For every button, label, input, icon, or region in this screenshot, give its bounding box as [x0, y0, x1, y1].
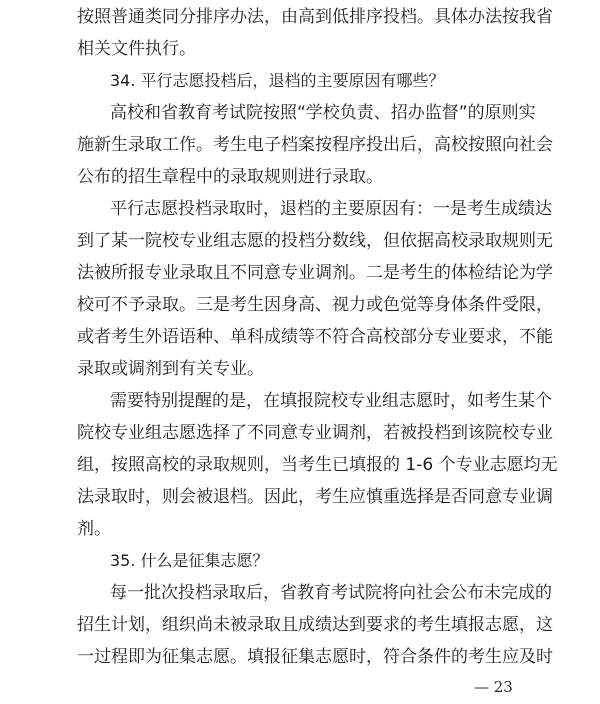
paragraph-line: 校可不予录取。三是考生因身高、视力或色觉等身体条件受限， [77, 295, 553, 315]
paragraph-line: 每一批次投档录取后，省教育考试院将向社会公布未完成的 [110, 583, 552, 603]
question-heading: 35. 什么是征集志愿？ [110, 551, 269, 570]
paragraph-line: 法被所报专业录取且不同意专业调剂。二是考生的体检结论为学 [77, 263, 553, 283]
paragraph-line: 或者考生外语语种、单科成绩等不符合高校部分专业要求，不能 [77, 327, 553, 347]
paragraph-line: 一过程即为征集志愿。填报征集志愿时，符合条件的考生应及时 [77, 647, 553, 667]
page-number: — 23 [474, 678, 513, 696]
paragraph-line: 录取或调剂到有关专业。 [77, 359, 264, 379]
paragraph-line: 剂。 [77, 519, 111, 539]
paragraph-line: 组，按照高校的录取规则，当考生已填报的 1-6 个专业志愿均无 [77, 455, 558, 475]
paragraph-line: 法录取时，则会被退档。因此，考生应慎重选择是否同意专业调 [77, 487, 553, 507]
paragraph-line: 招生计划，组织尚未被录取且成绩达到要求的考生填报志愿，这 [77, 615, 553, 635]
paragraph-line: 到了某一院校专业组志愿的投档分数线，但依据高校录取规则无 [77, 231, 553, 251]
paragraph-line: 施新生录取工作。考生电子档案按程序投出后，高校按照向社会 [77, 135, 553, 155]
paragraph-line: 高校和省教育考试院按照“学校负责、招办监督”的原则实 [110, 103, 536, 123]
paragraph-line: 平行志愿投档录取时，退档的主要原因有：一是考生成绩达 [110, 199, 552, 219]
paragraph-line: 按照普通类同分排序办法，由高到低排序投档。具体办法按我省 [77, 7, 553, 27]
paragraph-line: 公布的招生章程中的录取规则进行录取。 [77, 167, 383, 187]
paragraph-line: 需要特别提醒的是，在填报院校专业组志愿时，如考生某个 [110, 391, 552, 411]
paragraph-line: 院校专业组志愿选择了不同意专业调剂，若被投档到该院校专业 [77, 423, 553, 443]
paragraph-line: 相关文件执行。 [77, 39, 196, 59]
question-heading: 34. 平行志愿投档后，退档的主要原因有哪些？ [110, 71, 445, 90]
